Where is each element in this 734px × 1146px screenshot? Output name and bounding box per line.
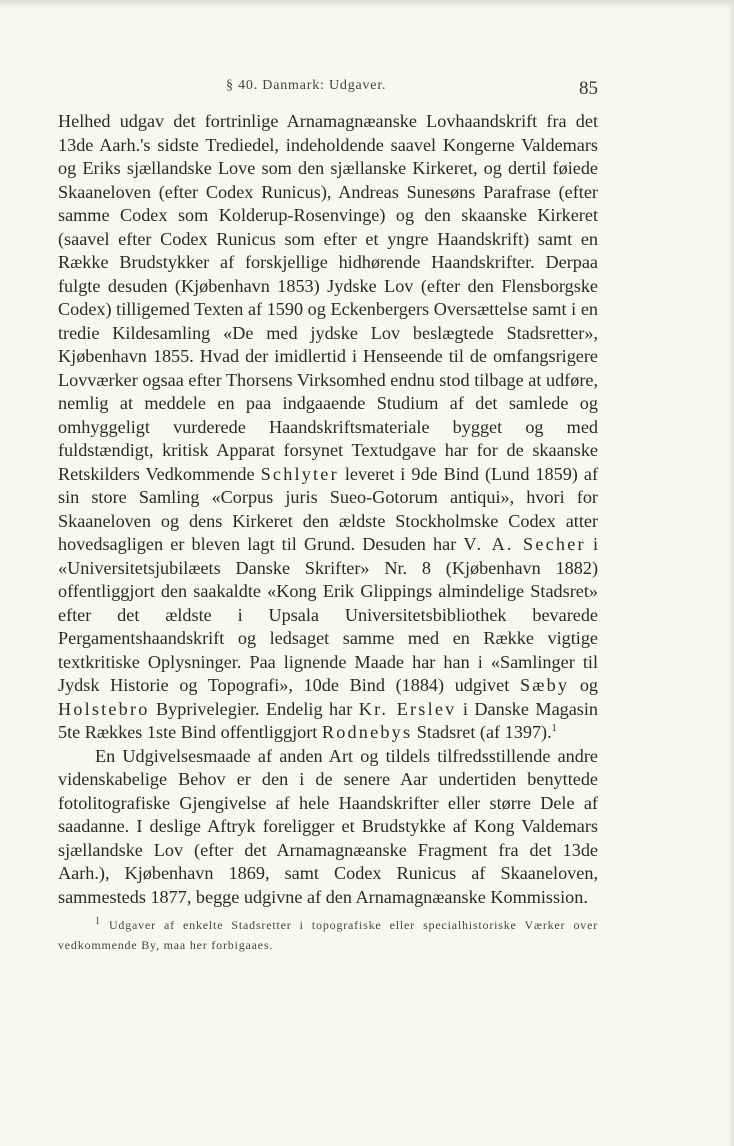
footnote: [58, 915, 598, 955]
paragraph-1-part-d: Byprivelegier. Endelig har: [156, 698, 353, 719]
place-name-holstebro: Holstebro: [58, 698, 150, 719]
footnote-reference-mark[interactable]: 1: [551, 722, 557, 734]
body-paragraph-2: [58, 745, 598, 910]
person-name-schlyter: Schlyter: [260, 463, 339, 484]
book-page: [58, 70, 598, 955]
paragraph-1-part-a: Helhed udgav det fortrinlige Arnamagnæanske Lovhaandskrift fra det 13de Aarh.'s sidste Trediedel, indeholdende saavel Kongerne Valdemars og Eriks sjællandske Love som den sjællanske Kirkeret, og dertil føiede Skaaneloven (efter Codex Runicus), Andreas Sunesøns Parafrase (efter samme Codex som Kolderup-Rosenvinge) og den skaanske Kirkeret (saavel efter Codex Runicus som efter et yngre Haandskrift) samt en Række Brudstykker af forskjellige hidhørende Haandskrifter. Derpaa fulgte desuden (Kjøbenhavn 1853) Jydske Lov (efter den Flensborgske Codex) tilligemed Texten af 1590 og Eckenbergers Oversættelse samt i en tredie Kildesamling «De med jydske Lov beslægtede Stadsretter», Kjøbenhavn 1855. Hvad der imidlertid i Henseende til de omfangsrigere Lovværker ogsaa efter Thorsens Virksomhed endnu stod tilbage at udføre, nemlig at meddele en paa indgaaende Studium af det samlede og omhyggeligt vurderede Haandskriftsmateriale bygget og med fuldstændigt, kritisk Apparat forsynet Textudgave har for de skaanske Retskilders Vedkommende: [58, 111, 598, 484]
page-number: 85: [579, 78, 598, 99]
person-name-secher: V. A. Secher: [463, 534, 586, 554]
paragraph-1-conjunction: og: [579, 675, 599, 695]
place-name-saeby: Sæby: [519, 675, 570, 695]
footnote-mark: 1: [95, 916, 101, 927]
running-header: [58, 70, 598, 110]
person-name-rodnebys: Rodnebys: [321, 722, 413, 742]
paragraph-1-part-b: leveret i 9de Bind (Lund 1859) af sin store Samling «Corpus juris Sueo-Gotorum antiqui», hvori for Skaaneloven og dens Kirkeret den ældste Stockholmske Codex atter hovedsagligen er bleven lagt til Grund. Desuden har: [58, 463, 598, 554]
person-name-erslev: Kr. Erslev: [358, 698, 457, 719]
paragraph-1-part-e: i Danske Magasin 5te Rækkes 1ste Bind offentliggjort: [58, 698, 599, 742]
scan-edge-shadow-right: [728, 0, 734, 1146]
paragraph-1-part-f: Stadsret (af 1397).: [416, 722, 552, 742]
footnote-text: Udgaver af enkelte Stadsretter i topografiske eller specialhistoriske Værker over vedkommende By, maa her forbigaaes.: [58, 918, 598, 952]
paragraph-1-part-c: i «Universitetsjubilæets Danske Skrifter» Nr. 8 (Kjøbenhavn 1882) offentliggjort den saakaldte «Kong Erik Glippings almindelige Stadsret» efter det ældste i Upsala Universitetsbibliothek bevarede Pergamentshaandskrift og ledsaget samme med en Række vigtige textkritiske Oplysninger. Paa lignende Maade har han i «Samlinger til Jydsk Historie og Topografi», 10de Bind (1884) udgivet: [58, 534, 598, 695]
paragraph-2-text: En Udgivelsesmaade af anden Art og tildels tilfredsstillende andre videnskabelige Behov er den i de senere Aar undertiden benyttede fotolitografiske Gjengivelse af hele Haandskrifter eller større Dele af saadanne. I deslige Aftryk foreligger et Brudstykke af Kong Valdemars sjællandske Lov (efter det Arnamagnæanske Fragment fra det 13de Aarh.), Kjøbenhavn 1869, samt Codex Runicus af Skaaneloven, sammesteds 1877, begge udgivne af den Arnamagnæanske Kommission.: [58, 745, 598, 907]
running-title: § 40. Danmark: Udgaver.: [226, 78, 387, 93]
body-paragraph-1: [58, 110, 598, 745]
scan-edge-shadow-top: [0, 0, 734, 8]
